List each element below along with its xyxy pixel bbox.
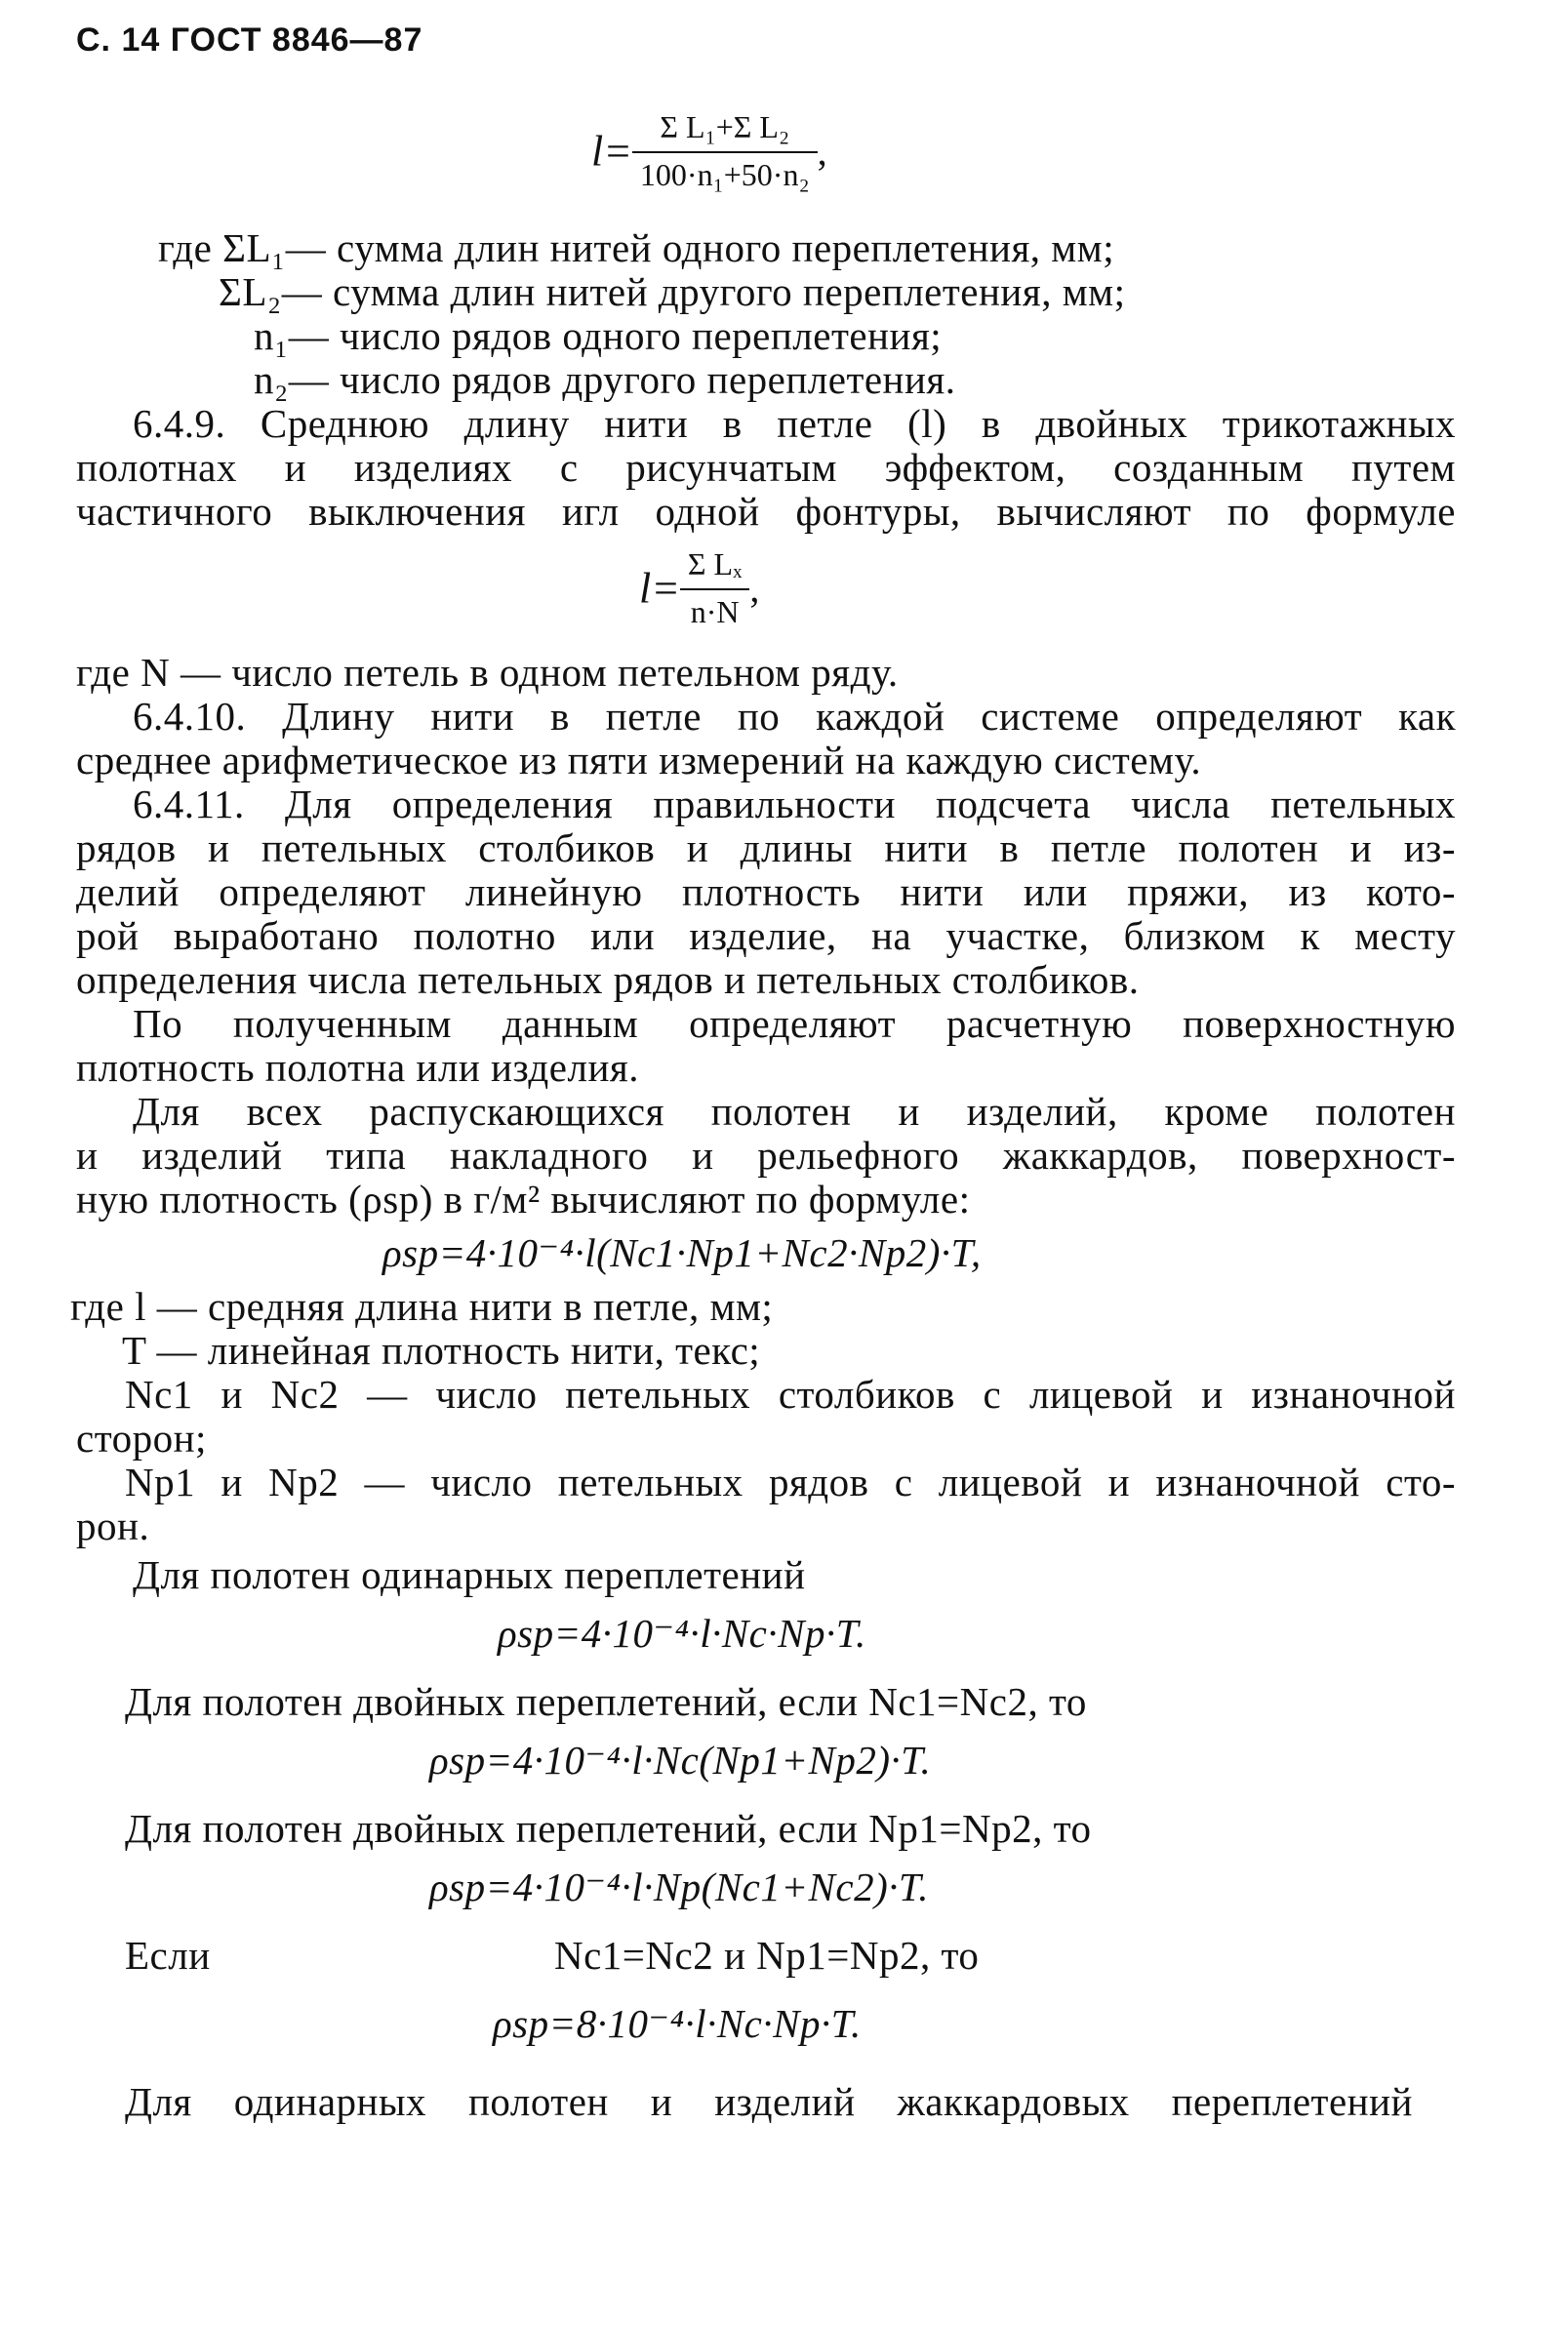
p649-line-2: полотнах и изделиях с рисунчатым эффектом, созданным путем bbox=[76, 445, 1456, 490]
formula-2-fraction bbox=[680, 546, 749, 630]
p6410-line-2: среднее арифметическое из пяти измерений на каждую систему. bbox=[76, 738, 1202, 782]
formula-1 bbox=[591, 109, 827, 193]
page-header: С. 14 ГОСТ 8846—87 bbox=[76, 21, 423, 59]
p6411-line-3: делий определяют линейную плотность нити или пряжи, из кото- bbox=[76, 869, 1456, 914]
double1-intro: Для полотен двойных переплетений, если Nc1=Nc2, то bbox=[125, 1679, 1087, 1724]
formula-1-numerator: Σ L₁+Σ L₂ bbox=[660, 109, 790, 144]
single-intro: Для полотен одинарных переплетений bbox=[133, 1552, 806, 1597]
where3-line-2: T — линейная плотность нити, текс; bbox=[122, 1328, 761, 1373]
formula-5: ρsp=4·10⁻⁴·l·Nc(Np1+Np2)·T. bbox=[429, 1738, 932, 1783]
formula-1-denominator: 100·n₁+50·n₂ bbox=[632, 151, 818, 193]
p-all-line-3: ную плотность (ρsp) в г/м² вычисляют по формуле: bbox=[76, 1177, 971, 1222]
where3-line-6: рон. bbox=[76, 1503, 150, 1548]
p6411-line-2: рядов и петельных столбиков и длины нити в петле полотен и из- bbox=[76, 825, 1456, 870]
where3-line-4: сторон; bbox=[76, 1416, 207, 1461]
where1-line-4: n₂— число рядов другого переплетения. bbox=[254, 357, 956, 402]
where3-line-1: где l — средняя длина нити в петле, мм; bbox=[70, 1284, 774, 1329]
formula-2 bbox=[639, 546, 759, 630]
double2-intro: Для полотен двойных переплетений, если Np1=Np2, то bbox=[125, 1806, 1092, 1851]
formula-1-lhs: l= bbox=[591, 127, 632, 176]
last-line: Для одинарных полотен и изделий жаккардовых переплетений bbox=[125, 2079, 1413, 2124]
where3-line-5: Np1 и Np2 — число петельных рядов с лицевой и изнаночной сто- bbox=[125, 1460, 1456, 1504]
where3-line-3: Nc1 и Nc2 — число петельных столбиков с лицевой и изнаночной bbox=[125, 1372, 1456, 1417]
where2-line: где N — число петель в одном петельном ряду. bbox=[76, 650, 899, 695]
p-all-line-1: Для всех распускающихся полотен и изделий, кроме полотен bbox=[133, 1089, 1456, 1134]
formula-3: ρsp=4·10⁻⁴·l(Nc1·Np1+Nc2·Np2)·T, bbox=[382, 1230, 982, 1275]
p649-line-1: 6.4.9. Среднюю длину нити в петле (l) в двойных трикотажных bbox=[133, 401, 1456, 446]
p-calc-line-2: плотность полотна или изделия. bbox=[76, 1045, 639, 1090]
formula-1-comma: , bbox=[817, 129, 827, 174]
formula-6: ρsp=4·10⁻⁴·l·Np(Nc1+Nc2)·T. bbox=[429, 1864, 930, 1909]
p6411-line-5: определения числа петельных рядов и петельных столбиков. bbox=[76, 957, 1140, 1002]
p6411-line-4: рой выработано полотно или изделие, на участке, близком к месту bbox=[76, 913, 1456, 958]
where1-line-1: где ΣL₁— сумма длин нитей одного переплетения, мм; bbox=[158, 225, 1115, 270]
where1-line-3: n₁— число рядов одного переплетения; bbox=[254, 313, 943, 358]
p6410-line-1: 6.4.10. Длину нити в петле по каждой системе определяют как bbox=[133, 694, 1456, 739]
if-word: Если bbox=[125, 1933, 211, 1978]
p-all-line-2: и изделий типа накладного и рельефного жаккардов, поверхност- bbox=[76, 1133, 1456, 1178]
formula-2-lhs: l= bbox=[639, 564, 680, 613]
if-condition: Nc1=Nc2 и Np1=Np2, то bbox=[554, 1933, 980, 1978]
formula-2-numerator: Σ Lₓ bbox=[687, 546, 743, 581]
formula-4: ρsp=4·10⁻⁴·l·Nc·Np·T. bbox=[498, 1611, 866, 1656]
p649-line-3: частичного выключения игл одной фонтуры, вычисляют по формуле bbox=[76, 489, 1456, 534]
where1-line-2: ΣL₂— сумма длин нитей другого переплетения, мм; bbox=[219, 269, 1126, 314]
p-calc-line-1: По полученным данным определяют расчетную поверхностную bbox=[133, 1001, 1456, 1046]
formula-2-comma: , bbox=[749, 566, 760, 611]
p6411-line-1: 6.4.11. Для определения правильности подсчета числа петельных bbox=[133, 782, 1456, 826]
formula-2-denominator: n·N bbox=[680, 588, 749, 630]
formula-7: ρsp=8·10⁻⁴·l·Nc·Np·T. bbox=[493, 2001, 862, 2046]
formula-1-fraction bbox=[632, 109, 818, 193]
